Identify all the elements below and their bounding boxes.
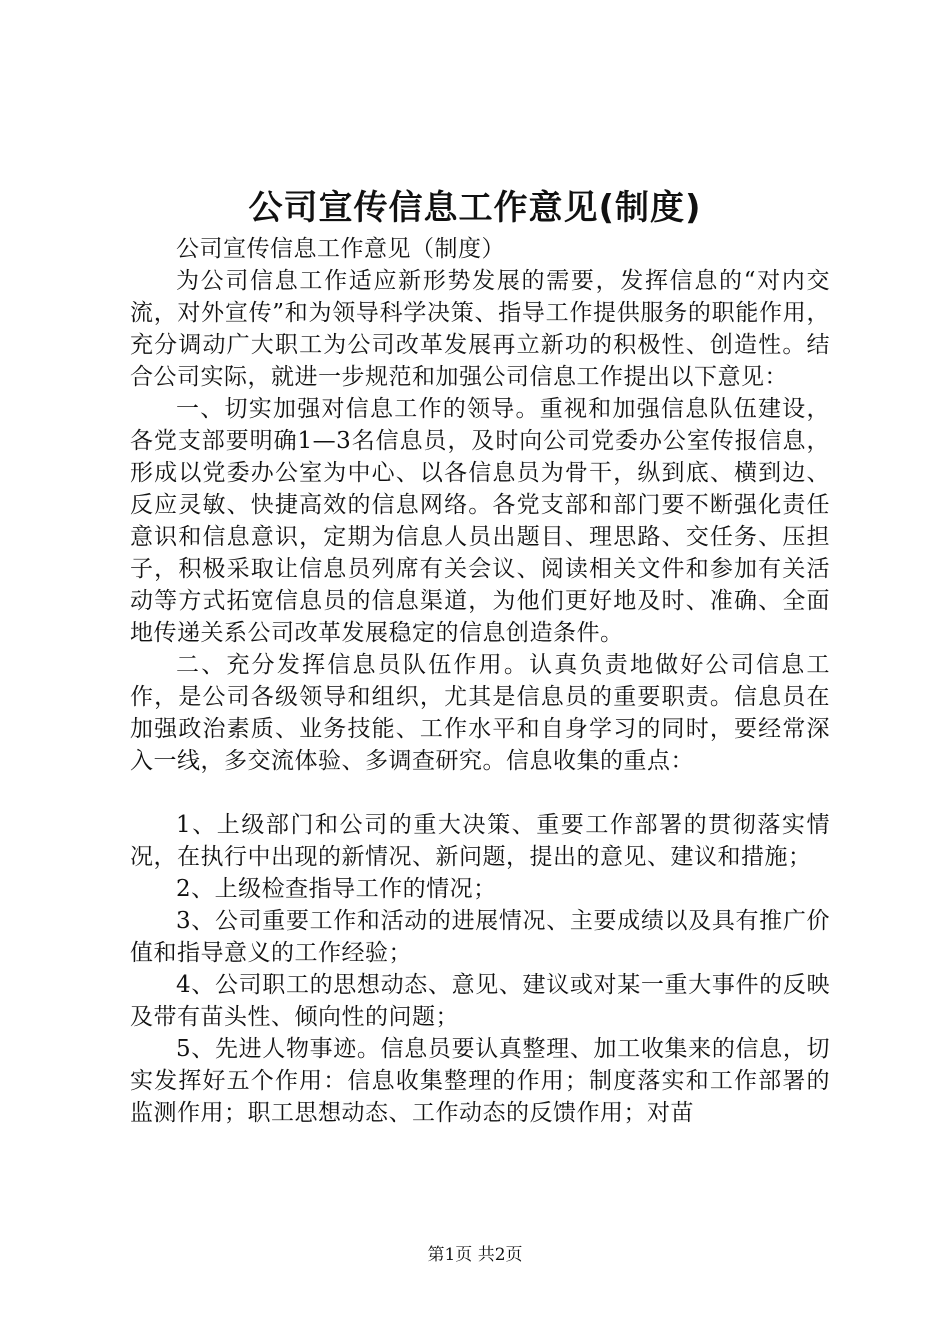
list-item-1: 1、上级部门和公司的重大决策、重要工作部署的贯彻落实情况，在执行中出现的新情况、新问题，提出的意见、建议和措施； [130,812,830,870]
list-item-4: 4、公司职工的思想动态、意见、建议或对某一重大事件的反映及带有苗头性、倾向性的问题； [130,972,830,1030]
paragraph-section-one: 一、切实加强对信息工作的领导。重视和加强信息队伍建设，各党支部要明确1—3名信息员，及时向公司党委办公室传报信息，形成以党委办公室为中心、以各信息员为骨干，纵到底、横到边、反应灵敏、快捷高效的信息网络。各党支部和部门要不断强化责任意识和信息意识，定期为信息人员出题目、理思路、交任务、压担子，积极采取让信息员列席有关会议、阅读相关文件和参加有关活动等方式拓宽信息员的信息渠道，为他们更好地及时、准确、全面地传递关系公司改革发展稳定的信息创造条件。 [130,396,830,646]
paragraph-intro: 为公司信息工作适应新形势发展的需要，发挥信息的“对内交流，对外宣传”和为领导科学决策、指导工作提供服务的职能作用，充分调动广大职工为公司改革发展再立新功的积极性、创造性。结合公司实际，就进一步规范和加强公司信息工作提出以下意见： [130,268,830,390]
list-item-2: 2、上级检查指导工作的情况； [176,876,497,902]
page-footer: 第1页 共2页 [427,1245,523,1265]
document-title: 公司宣传信息工作意见(制度) [248,188,702,228]
list-item-5: 5、先进人物事迹。信息员要认真整理、加工收集来的信息，切实发挥好五个作用：信息收集整理的作用；制度落实和工作部署的监测作用；职工思想动态、工作动态的反馈作用；对苗 [130,1036,830,1126]
document-body [130,233,830,1129]
paragraph-subtitle: 公司宣传信息工作意见（制度） [176,236,505,262]
paragraph-section-two: 二、充分发挥信息员队伍作用。认真负责地做好公司信息工作，是公司各级领导和组织，尤其是信息员的重要职责。信息员在加强政治素质、业务技能、工作水平和自身学习的同时，要经常深入一线，多交流体验、多调查研究。信息收集的重点： [130,652,830,774]
list-item-3: 3、公司重要工作和活动的进展情况、主要成绩以及具有推广价值和指导意义的工作经验； [130,908,830,966]
